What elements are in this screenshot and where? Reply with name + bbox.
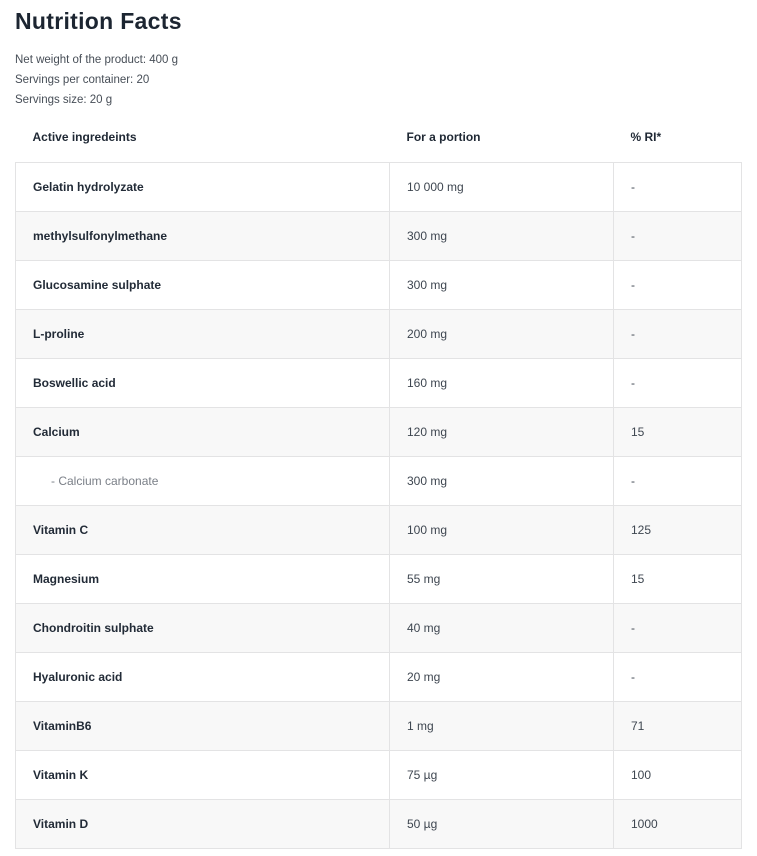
column-header-percent-ri: % RI* (630, 130, 662, 144)
ingredient-name-cell: Vitamin K (16, 751, 390, 800)
ri-value-cell: 15 (614, 555, 742, 604)
ri-value-cell: 125 (614, 506, 742, 555)
portion-value-cell: 10 000 mg (390, 163, 614, 212)
ri-value-cell: - (614, 457, 742, 506)
table-row (16, 800, 742, 849)
servings-per-container-text: Servings per container: 20 (15, 74, 150, 86)
portion-value-cell: 300 mg (390, 457, 614, 506)
table-row (16, 457, 742, 506)
portion-value-cell: 40 mg (390, 604, 614, 653)
table-row (16, 506, 742, 555)
table-row (16, 702, 742, 751)
ingredient-name-cell: - Calcium carbonate (16, 457, 390, 506)
table-row (16, 555, 742, 604)
ingredient-name-cell: methylsulfonylmethane (16, 212, 390, 261)
ingredient-name-cell: Hyaluronic acid (16, 653, 390, 702)
ri-value-cell: 100 (614, 751, 742, 800)
ri-value-cell: - (614, 604, 742, 653)
net-weight-text: Net weight of the product: 400 g (15, 54, 179, 66)
ingredient-name-cell: Chondroitin sulphate (16, 604, 390, 653)
portion-value-cell: 160 mg (390, 359, 614, 408)
column-header-active-ingredients: Active ingredeints (32, 130, 137, 144)
table-row (16, 604, 742, 653)
table-row (16, 212, 742, 261)
table-row (16, 359, 742, 408)
ri-value-cell: 15 (614, 408, 742, 457)
ingredient-name-cell: Magnesium (16, 555, 390, 604)
column-header-for-a-portion: For a portion (406, 130, 481, 144)
portion-value-cell: 75 µg (390, 751, 614, 800)
ri-value-cell: - (614, 261, 742, 310)
ri-value-cell: - (614, 212, 742, 261)
ri-value-cell: - (614, 359, 742, 408)
portion-value-cell: 300 mg (390, 261, 614, 310)
ri-value-cell: - (614, 310, 742, 359)
table-row (16, 751, 742, 800)
ingredient-name-cell: Boswellic acid (16, 359, 390, 408)
portion-value-cell: 100 mg (390, 506, 614, 555)
portion-value-cell: 300 mg (390, 212, 614, 261)
table-row (16, 310, 742, 359)
portion-value-cell: 50 µg (390, 800, 614, 849)
ingredient-name-cell: L-proline (16, 310, 390, 359)
product-meta (15, 54, 741, 107)
table-body (16, 163, 742, 849)
ri-value-cell: - (614, 653, 742, 702)
ri-value-cell: 1000 (614, 800, 742, 849)
page-title: Nutrition Facts (15, 8, 182, 34)
ingredient-name-cell: Vitamin C (16, 506, 390, 555)
table-row (16, 653, 742, 702)
portion-value-cell: 55 mg (390, 555, 614, 604)
table-header (16, 119, 742, 163)
ingredient-name-cell: Vitamin D (16, 800, 390, 849)
portion-value-cell: 1 mg (390, 702, 614, 751)
ri-value-cell: - (614, 163, 742, 212)
table-row (16, 163, 742, 212)
table-row (16, 261, 742, 310)
portion-value-cell: 20 mg (390, 653, 614, 702)
serving-size-text: Servings size: 20 g (15, 94, 113, 106)
ri-value-cell: 71 (614, 702, 742, 751)
portion-value-cell: 200 mg (390, 310, 614, 359)
ingredient-name-cell: VitaminB6 (16, 702, 390, 751)
ingredient-name-cell: Glucosamine sulphate (16, 261, 390, 310)
table-header-row (16, 119, 742, 163)
portion-value-cell: 120 mg (390, 408, 614, 457)
ingredient-name-cell: Gelatin hydrolyzate (16, 163, 390, 212)
table-row (16, 408, 742, 457)
nutrition-table (15, 119, 742, 849)
ingredient-name-cell: Calcium (16, 408, 390, 457)
